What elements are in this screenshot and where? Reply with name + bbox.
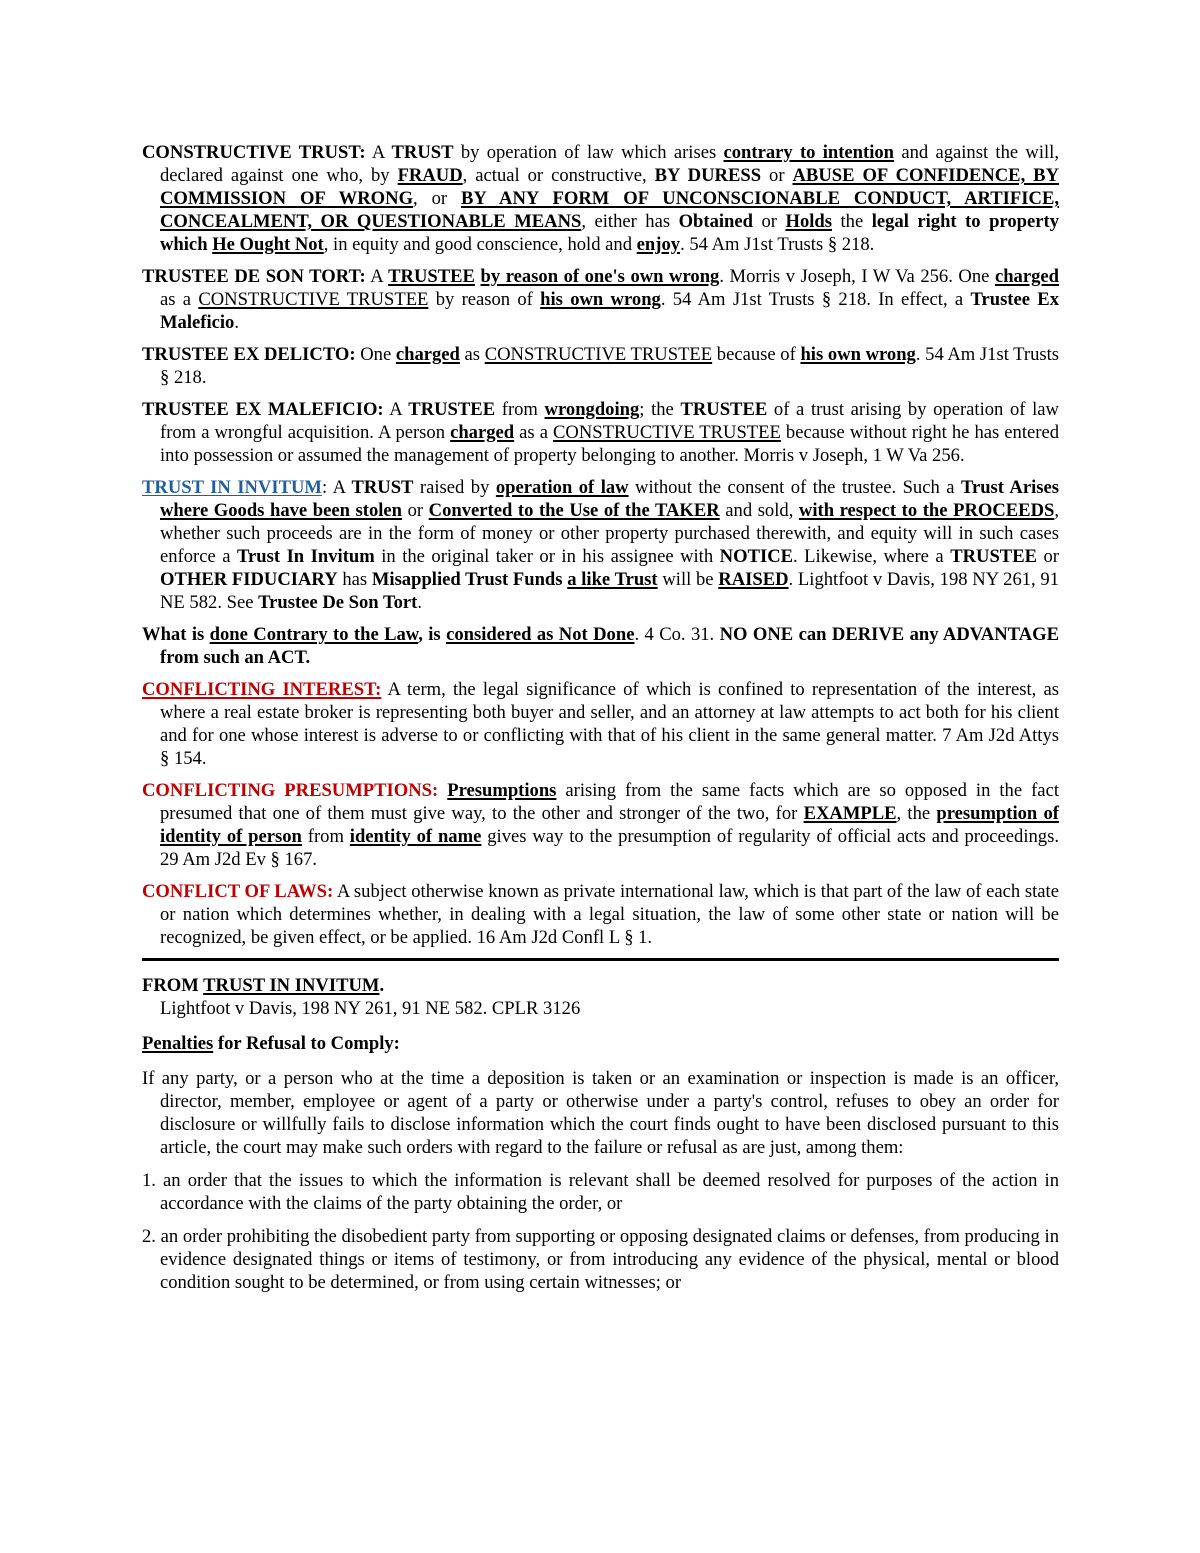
text: Converted to the Use of the TAKER <box>428 500 720 521</box>
entry-conflicting-presumptions <box>142 779 1059 871</box>
text: because without right he has entered into possession or assumed the management of property belonging to another. Morris v Joseph, 1 W Va 256. <box>160 422 1060 466</box>
text: A term, the legal significance of which is confined to representation of the interest, as where a real estate broker is representing both buyer and seller, and an attorney at law attempts to act both for his client and for one whose interest is adverse to or conflicting with that of his client in the same general matter. 7 Am J2d Attys § 154. <box>160 679 1059 769</box>
text: enjoy <box>636 234 681 255</box>
text: charged <box>395 344 460 365</box>
text: CONSTRUCTIVE TRUSTEE <box>198 289 429 310</box>
text: : A <box>321 477 352 498</box>
text: . 54 Am J1st Trusts § 218. <box>160 344 1060 388</box>
text: and against the will, declared against one who, by <box>160 142 1059 186</box>
text: One <box>355 344 396 365</box>
penalties-item: 2. an order prohibiting the disobedient party from supporting or opposing designated claims or defenses, from producing in evidence designated things or items of testimony, or from introducing any evidence of the physical, mental or blood condition sought to be determined, or from using certain witnesses; or <box>142 1226 1059 1293</box>
text: FROM <box>142 975 204 996</box>
entry-trustee-ex-delicto <box>142 343 1059 389</box>
text: charged <box>450 422 515 443</box>
text: A subject otherwise known as private international law, which is that part of the law of each state or nation which determines whether, in dealing with a legal situation, the law of some other state or nation will be recognized, be given effect, or be applied. 16 Am J2d Confl L § 1. <box>160 881 1059 948</box>
text: Penalties <box>142 1033 214 1054</box>
text: CONSTRUCTIVE TRUSTEE <box>553 422 781 443</box>
text: . <box>234 312 239 333</box>
text: for Refusal to Comply: <box>213 1033 400 1054</box>
text: A <box>383 399 409 420</box>
text: EXAMPLE <box>803 803 897 824</box>
entry-trustee-de-son-tort <box>142 265 1059 334</box>
text: , or <box>413 188 462 209</box>
text: NO ONE can DERIVE any ADVANTAGE from such an ACT. <box>160 624 1059 668</box>
text: BY DURESS <box>654 165 762 186</box>
text: TRUSTEE <box>680 399 768 420</box>
text: or <box>402 500 429 521</box>
text: NOTICE <box>719 546 794 567</box>
text: charged <box>994 266 1059 287</box>
text: He Ought Not <box>212 234 324 255</box>
text: TRUSTEE <box>408 399 496 420</box>
text: Obtained <box>678 211 753 232</box>
text: . 54 Am J1st Trusts § 218. In effect, a <box>660 289 971 310</box>
term-conflict-of-laws: CONFLICT OF LAWS: <box>142 881 334 902</box>
term-trustee-de-son-tort: TRUSTEE DE SON TORT: <box>142 266 366 287</box>
term-trustee-ex-delicto: TRUSTEE EX DELICTO: <box>142 344 356 365</box>
text: where Goods have been stolen <box>160 500 403 521</box>
text: TRUSTEE <box>950 546 1037 567</box>
text: raised by <box>413 477 496 498</box>
text: BY ANY FORM OF UNCONSCIONABLE CONDUCT, ARTIFICE, CONCEALMENT, OR QUESTIONABLE MEANS <box>160 188 1059 232</box>
text: because of <box>712 344 801 365</box>
penalties-heading <box>142 1032 1059 1055</box>
text: by operation of law which arises <box>453 142 724 163</box>
text: legal right to property which <box>160 211 1059 255</box>
text: as a <box>514 422 554 443</box>
text: the <box>832 211 872 232</box>
text: will be <box>657 569 719 590</box>
text: operation of law <box>495 477 629 498</box>
entry-conflicting-interest <box>142 678 1059 770</box>
text: Presumptions <box>447 780 557 801</box>
text: ABUSE OF CONFIDENCE, BY COMMISSION OF WRONG <box>160 165 1060 209</box>
text: by reason of one's own wrong <box>480 266 720 287</box>
text: or <box>761 165 793 186</box>
text: TRUSTEE <box>388 266 475 287</box>
text: TRUST <box>391 142 454 163</box>
term-trust-in-invitum-link[interactable]: TRUST IN INVITUM <box>142 477 322 498</box>
text: identity of name <box>349 826 482 847</box>
text: his own wrong <box>540 289 661 310</box>
text: presumption of identity of person <box>160 803 1059 847</box>
text: . 4 Co. 31. <box>634 624 720 645</box>
entry-contrary-to-law <box>142 623 1059 669</box>
text: arising from the same facts which are so opposed in the fact presumed that one of them must give way, to the other and stronger of the two, for <box>160 780 1059 824</box>
text: considered as Not Done <box>446 624 635 645</box>
text: has <box>337 569 372 590</box>
text: done Contrary to the Law <box>209 624 419 645</box>
text: Trust Arises <box>960 477 1059 498</box>
text: as <box>459 344 485 365</box>
text: , the <box>896 803 937 824</box>
text: A <box>365 142 392 163</box>
text: by reason of <box>428 289 541 310</box>
text: a like Trust <box>567 569 658 590</box>
text: FRAUD <box>397 165 463 186</box>
text: Trustee Ex Maleficio <box>160 289 1059 333</box>
text: , actual or constructive, <box>462 165 655 186</box>
text: Trustee De Son Tort <box>258 592 418 613</box>
text: RAISED <box>718 569 789 590</box>
text: contrary to intention <box>723 142 895 163</box>
text: his own wrong <box>800 344 916 365</box>
text: of a trust arising by operation of law from a wrongful acquisition. A person <box>160 399 1059 443</box>
text: A <box>365 266 389 287</box>
text: , either has <box>581 211 679 232</box>
term-trustee-ex-maleficio: TRUSTEE EX MALEFICIO: <box>142 399 384 420</box>
text: and sold, <box>719 500 799 521</box>
text: wrongdoing <box>544 399 640 420</box>
text: CONSTRUCTIVE TRUSTEE <box>484 344 713 365</box>
text: , is <box>418 624 447 645</box>
text: or <box>1037 546 1059 567</box>
text: as a <box>160 289 199 310</box>
text: . <box>417 592 423 613</box>
entry-trust-in-invitum <box>142 476 1059 614</box>
section-divider <box>142 958 1059 961</box>
penalties-intro: If any party, or a person who at the time a deposition is taken or an examination or inspection is made is an officer, director, member, employee or agent of a party or otherwise under a party's control, refuses to obey an order for disclosure or willfully fails to disclose information which the court finds ought to have been disclosed pursuant to this article, the court may make such orders with regard to the failure or refusal as are just, among them: <box>142 1068 1059 1158</box>
text: , in equity and good conscience, hold and <box>323 234 637 255</box>
text: gives way to the presumption of regularity of official acts and proceedings. 29 Am J2d Ev § 167. <box>160 826 1059 870</box>
text: OTHER FIDUCIARY <box>160 569 338 590</box>
text: in the original taker or in his assignee with <box>374 546 720 567</box>
document-body <box>142 141 1059 1304</box>
term-conflicting-presumptions: CONFLICTING PRESUMPTIONS: <box>142 780 439 801</box>
text: . Morris v Joseph, I W Va 256. One <box>719 266 995 287</box>
text: Misapplied Trust Funds <box>371 569 563 590</box>
text: or <box>753 211 786 232</box>
from-section-title <box>142 974 1059 997</box>
text: without the consent of the trustee. Such a <box>628 477 961 498</box>
term-constructive-trust: CONSTRUCTIVE TRUST: <box>142 142 366 163</box>
text: . 54 Am J1st Trusts § 218. <box>680 234 875 255</box>
text: . <box>379 975 385 996</box>
text: . Lightfoot v Davis, 198 NY 261, 91 NE 582. See <box>160 569 1060 613</box>
text: TRUST <box>351 477 414 498</box>
text: . Likewise, where a <box>793 546 951 567</box>
text: ; the <box>639 399 681 420</box>
text: Holds <box>785 211 832 232</box>
penalties-item: 1. an order that the issues to which the information is relevant shall be deemed resolved for purposes of the action in accordance with the claims of the party obtaining the order, or <box>142 1170 1059 1214</box>
entry-constructive-trust <box>142 141 1059 256</box>
text: with respect to the PROCEEDS <box>798 500 1055 521</box>
text <box>438 780 447 801</box>
from-section-citation: Lightfoot v Davis, 198 NY 261, 91 NE 582. CPLR 3126 <box>160 998 581 1019</box>
entry-conflict-of-laws <box>142 880 1059 949</box>
entry-trustee-ex-maleficio <box>142 398 1059 467</box>
text: Trust In Invitum <box>237 546 375 567</box>
text: , whether such proceeds are in the form of money or other property purchased therewith, and equity will in such cases enforce a <box>160 500 1059 567</box>
term-conflicting-interest: CONFLICTING INTEREST: <box>142 679 382 700</box>
text: from <box>301 826 350 847</box>
text: TRUST IN INVITUM <box>203 975 380 996</box>
text: What is <box>142 624 210 645</box>
text: from <box>495 399 545 420</box>
